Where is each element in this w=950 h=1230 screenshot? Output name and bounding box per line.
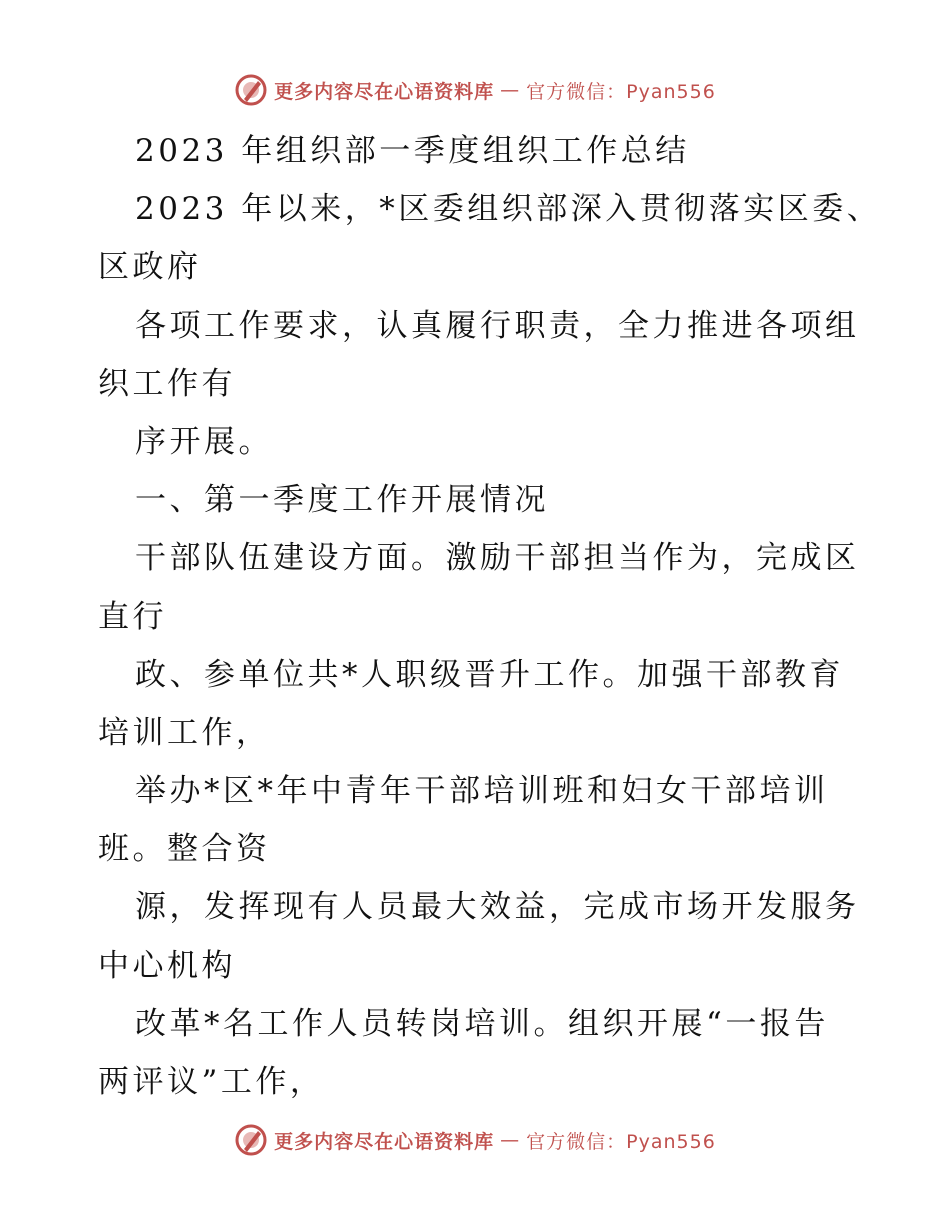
text-line: 政、参单位共*人职级晋升工作。加强干部教育 <box>135 656 844 693</box>
text-line: 两评议”工作， <box>98 1064 325 1100</box>
text-line: 2023 年以来，*区委组织部深入贯彻落实区委、 <box>135 191 882 228</box>
text-line: 直行 <box>98 598 167 635</box>
text-line: 改革*名工作人员转岗培训。组织开展“一报告 <box>135 1005 829 1042</box>
text-line: 中心机构 <box>98 947 236 984</box>
text-line: 各项工作要求，认真履行职责，全力推进各项组 <box>135 307 860 344</box>
watermark-banner-top <box>0 70 950 110</box>
text-line: 培训工作， <box>98 714 271 751</box>
watermark-text: 更多内容尽在心语资料库 <box>274 1130 495 1153</box>
text-line: 班。整合资 <box>98 831 271 868</box>
text-line: 序开展。 <box>135 423 273 460</box>
pen-seal-icon <box>234 1123 268 1157</box>
text-line: 举办*区*年中青年干部培训班和妇女干部培训 <box>135 773 829 810</box>
text-line: 干部队伍建设方面。激励干部担当作为，完成区 <box>135 540 860 577</box>
watermark-text: 更多内容尽在心语资料库 <box>274 80 495 103</box>
watermark-banner-bottom <box>0 1120 950 1160</box>
watermark-dash: — <box>500 1129 521 1151</box>
watermark-dash: — <box>500 79 521 101</box>
text-line: 2023 年组织部一季度组织工作总结 <box>135 133 690 169</box>
text-line: 织工作有 <box>98 365 236 402</box>
document-body <box>98 122 882 1111</box>
watermark-wechat: 官方微信：Pyan556 <box>526 80 716 103</box>
text-line: 一、第一季度工作开展情况 <box>135 482 549 519</box>
text-line: 源，发挥现有人员最大效益，完成市场开发服务 <box>135 889 860 926</box>
text-line: 区政府 <box>98 249 202 286</box>
watermark-wechat: 官方微信：Pyan556 <box>526 1130 716 1153</box>
pen-seal-icon <box>234 73 268 107</box>
